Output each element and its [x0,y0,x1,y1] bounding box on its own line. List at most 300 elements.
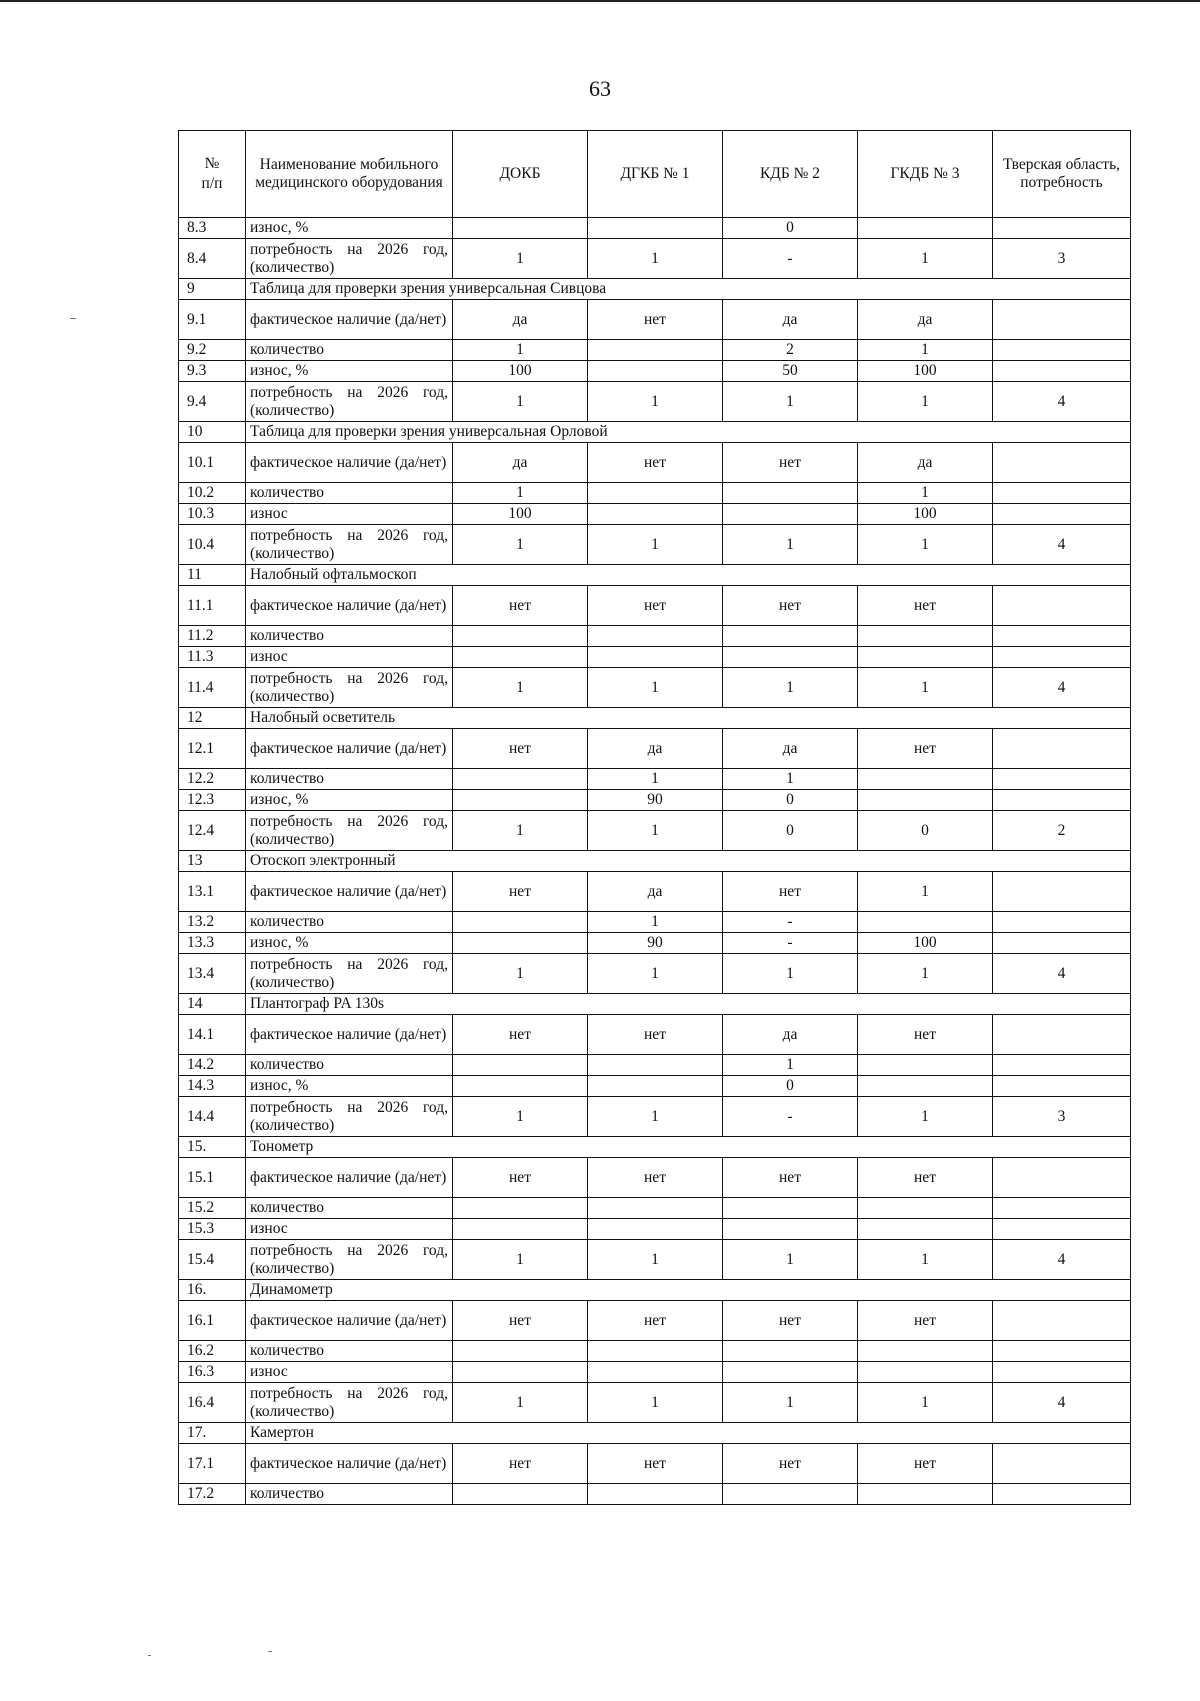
table-row [179,1383,1131,1423]
value-kdb-2: 1 [723,382,858,422]
table-section-row [179,565,1131,586]
value-dokb [453,1484,588,1505]
value-tver-region-need: 4 [993,954,1131,994]
value-dgkb-1 [588,218,723,239]
value-dgkb-1: 1 [588,954,723,994]
parameter-label: потребность на 2026 год, (количество) [246,239,453,279]
value-gkdb-3: 1 [858,525,993,565]
parameter-label: потребность на 2026 год, (количество) [246,668,453,708]
table-section-row [179,279,1131,300]
row-number: 15.1 [179,1158,246,1198]
parameter-label: фактическое наличие (да/нет) [246,1301,453,1341]
value-kdb-2: нет [723,1301,858,1341]
value-tver-region-need: 4 [993,382,1131,422]
table-row [179,1158,1131,1198]
parameter-label: износ, % [246,1076,453,1097]
value-gkdb-3: 1 [858,1097,993,1137]
section-title: Таблица для проверки зрения универсальная Орловой [246,422,1131,443]
value-dgkb-1: нет [588,443,723,483]
value-dokb [453,218,588,239]
value-kdb-2: 0 [723,790,858,811]
row-number: 9.1 [179,300,246,340]
section-title: Плантограф PA 130s [246,994,1131,1015]
value-dgkb-1: 1 [588,525,723,565]
value-dokb: 100 [453,361,588,382]
table-row [179,790,1131,811]
value-kdb-2 [723,1198,858,1219]
value-gkdb-3: 1 [858,872,993,912]
header-number-text: № п/п [201,154,223,192]
parameter-label: износ, % [246,361,453,382]
value-dokb: 1 [453,668,588,708]
value-kdb-2 [723,504,858,525]
value-tver-region-need [993,1055,1131,1076]
table-header-row [179,131,1131,218]
row-number: 13 [179,851,246,872]
value-dokb [453,912,588,933]
value-dgkb-1 [588,1362,723,1383]
table-row [179,811,1131,851]
value-kdb-2 [723,1484,858,1505]
parameter-label: потребность на 2026 год, (количество) [246,1240,453,1280]
value-kdb-2: нет [723,1444,858,1484]
value-gkdb-3: да [858,443,993,483]
parameter-label: фактическое наличие (да/нет) [246,300,453,340]
row-number: 9.2 [179,340,246,361]
row-number: 12.1 [179,729,246,769]
value-kdb-2: нет [723,1158,858,1198]
table-row [179,872,1131,912]
section-title: Тонометр [246,1137,1131,1158]
table-row [179,525,1131,565]
equipment-table [178,130,1131,1505]
value-gkdb-3: 1 [858,239,993,279]
value-dgkb-1: 1 [588,382,723,422]
value-dgkb-1: 1 [588,1240,723,1280]
table-row [179,626,1131,647]
page-number: 63 [589,76,611,101]
table-row [179,769,1131,790]
table-row [179,1097,1131,1137]
value-kdb-2: 1 [723,1383,858,1423]
value-dgkb-1: нет [588,586,723,626]
table-row [179,586,1131,626]
row-number: 16.2 [179,1341,246,1362]
value-dokb: нет [453,872,588,912]
value-tver-region-need [993,340,1131,361]
row-number: 11.1 [179,586,246,626]
row-number: 12.2 [179,769,246,790]
value-tver-region-need [993,1301,1131,1341]
table-row [179,729,1131,769]
row-number: 16. [179,1280,246,1301]
row-number: 17. [179,1423,246,1444]
value-dokb: 1 [453,340,588,361]
parameter-label: фактическое наличие (да/нет) [246,1015,453,1055]
value-gkdb-3 [858,647,993,668]
value-gkdb-3: 100 [858,361,993,382]
value-kdb-2: - [723,933,858,954]
row-number: 8.4 [179,239,246,279]
value-kdb-2 [723,626,858,647]
value-dgkb-1: 1 [588,912,723,933]
table-row [179,1015,1131,1055]
value-tver-region-need [993,626,1131,647]
value-gkdb-3 [858,626,993,647]
parameter-label: потребность на 2026 год, (количество) [246,382,453,422]
value-gkdb-3: нет [858,1301,993,1341]
value-kdb-2 [723,1341,858,1362]
row-number: 13.2 [179,912,246,933]
value-dokb [453,769,588,790]
value-gkdb-3: нет [858,1158,993,1198]
value-kdb-2: да [723,729,858,769]
parameter-label: количество [246,1484,453,1505]
value-dokb: 1 [453,239,588,279]
value-dokb: 1 [453,382,588,422]
table-row [179,1076,1131,1097]
top-border-line [0,0,1200,2]
value-dokb: 1 [453,1383,588,1423]
parameter-label: количество [246,483,453,504]
value-gkdb-3 [858,1076,993,1097]
value-dgkb-1: 1 [588,239,723,279]
table-row [179,912,1131,933]
value-gkdb-3: нет [858,586,993,626]
table-row [179,1219,1131,1240]
value-dgkb-1: нет [588,1015,723,1055]
value-kdb-2: да [723,1015,858,1055]
table-row [179,954,1131,994]
value-kdb-2: да [723,300,858,340]
row-number: 15.3 [179,1219,246,1240]
header-number [179,131,246,218]
value-dgkb-1 [588,647,723,668]
value-kdb-2: 50 [723,361,858,382]
row-number: 17.1 [179,1444,246,1484]
value-dokb: нет [453,1015,588,1055]
value-tver-region-need: 3 [993,1097,1131,1137]
header-tver-region-need: Тверская область, потребность [993,131,1131,218]
row-number: 10.4 [179,525,246,565]
row-number: 9.4 [179,382,246,422]
value-kdb-2: - [723,1097,858,1137]
parameter-label: износ, % [246,790,453,811]
value-tver-region-need [993,586,1131,626]
value-tver-region-need [993,1219,1131,1240]
table-row [179,1055,1131,1076]
scan-mark [148,1655,151,1656]
value-tver-region-need [993,483,1131,504]
parameter-label: износ, % [246,218,453,239]
value-tver-region-need [993,1198,1131,1219]
value-gkdb-3 [858,218,993,239]
row-number: 10.1 [179,443,246,483]
value-tver-region-need [993,1484,1131,1505]
value-kdb-2 [723,483,858,504]
parameter-label: износ [246,647,453,668]
scan-mark [70,318,76,319]
row-number: 11 [179,565,246,586]
value-gkdb-3: 0 [858,811,993,851]
parameter-label: количество [246,912,453,933]
row-number: 13.4 [179,954,246,994]
value-dgkb-1: нет [588,300,723,340]
table-row [179,1484,1131,1505]
table-body [179,218,1131,1505]
row-number: 15. [179,1137,246,1158]
section-title: Отоскоп электронный [246,851,1131,872]
value-tver-region-need [993,912,1131,933]
table-section-row [179,851,1131,872]
row-number: 11.2 [179,626,246,647]
row-number: 14 [179,994,246,1015]
value-dgkb-1: 1 [588,1383,723,1423]
value-gkdb-3: да [858,300,993,340]
value-dokb: 1 [453,811,588,851]
table-section-row [179,1280,1131,1301]
value-gkdb-3: 1 [858,340,993,361]
value-dokb: нет [453,729,588,769]
row-number: 9 [179,279,246,300]
value-dokb [453,790,588,811]
table-row [179,239,1131,279]
value-dokb [453,1341,588,1362]
table-row [179,1240,1131,1280]
value-kdb-2: нет [723,586,858,626]
table-section-row [179,422,1131,443]
value-dgkb-1 [588,1198,723,1219]
table-section-row [179,994,1131,1015]
value-kdb-2: 0 [723,218,858,239]
value-dgkb-1 [588,1341,723,1362]
value-dgkb-1 [588,504,723,525]
value-kdb-2: 1 [723,1240,858,1280]
value-dokb: 1 [453,1240,588,1280]
value-tver-region-need [993,769,1131,790]
value-dokb: нет [453,586,588,626]
table-row [179,443,1131,483]
table-section-row [179,708,1131,729]
value-gkdb-3: нет [858,1015,993,1055]
value-kdb-2: 1 [723,525,858,565]
value-dokb [453,933,588,954]
value-dokb: 1 [453,525,588,565]
row-number: 8.3 [179,218,246,239]
value-kdb-2: 2 [723,340,858,361]
value-gkdb-3 [858,790,993,811]
value-tver-region-need: 4 [993,525,1131,565]
parameter-label: потребность на 2026 год, (количество) [246,811,453,851]
parameter-label: фактическое наличие (да/нет) [246,729,453,769]
row-number: 16.3 [179,1362,246,1383]
parameter-label: фактическое наличие (да/нет) [246,1158,453,1198]
row-number: 14.4 [179,1097,246,1137]
value-tver-region-need [993,872,1131,912]
value-dgkb-1 [588,1076,723,1097]
row-number: 14.3 [179,1076,246,1097]
value-gkdb-3: 1 [858,382,993,422]
value-gkdb-3: 1 [858,1240,993,1280]
table-row [179,483,1131,504]
value-gkdb-3 [858,1484,993,1505]
parameter-label: количество [246,626,453,647]
value-kdb-2: 1 [723,954,858,994]
value-tver-region-need [993,933,1131,954]
value-dokb [453,1076,588,1097]
value-dgkb-1 [588,1484,723,1505]
value-dokb: да [453,443,588,483]
value-dgkb-1: 90 [588,790,723,811]
row-number: 16.1 [179,1301,246,1341]
table-section-row [179,1423,1131,1444]
row-number: 12.4 [179,811,246,851]
header-equipment-name: Наименование мобильного медицинского оборудования [246,131,453,218]
section-title: Налобный офтальмоскоп [246,565,1131,586]
value-tver-region-need: 4 [993,1240,1131,1280]
table-row [179,218,1131,239]
row-number: 9.3 [179,361,246,382]
parameter-label: потребность на 2026 год, (количество) [246,1097,453,1137]
header-dokb: ДОКБ [453,131,588,218]
table-row [179,933,1131,954]
row-number: 13.3 [179,933,246,954]
parameter-label: фактическое наличие (да/нет) [246,586,453,626]
value-kdb-2: 1 [723,769,858,790]
value-gkdb-3 [858,1362,993,1383]
parameter-label: фактическое наличие (да/нет) [246,443,453,483]
parameter-label: количество [246,1341,453,1362]
value-gkdb-3: 1 [858,483,993,504]
header-gkdb-3: ГКДБ № 3 [858,131,993,218]
value-kdb-2 [723,1219,858,1240]
section-title: Налобный осветитель [246,708,1131,729]
value-tver-region-need [993,300,1131,340]
row-number: 10 [179,422,246,443]
parameter-label: количество [246,1055,453,1076]
value-dgkb-1: нет [588,1158,723,1198]
value-tver-region-need [993,504,1131,525]
value-tver-region-need [993,1015,1131,1055]
value-gkdb-3: 1 [858,668,993,708]
table-row [179,1444,1131,1484]
value-gkdb-3: 100 [858,504,993,525]
value-tver-region-need [993,1444,1131,1484]
value-dokb [453,647,588,668]
row-number: 12.3 [179,790,246,811]
value-dgkb-1 [588,340,723,361]
value-dgkb-1: нет [588,1301,723,1341]
table-row [179,382,1131,422]
value-tver-region-need [993,790,1131,811]
table-row [179,1362,1131,1383]
value-dgkb-1: 90 [588,933,723,954]
value-gkdb-3 [858,769,993,790]
value-gkdb-3 [858,1055,993,1076]
value-kdb-2 [723,647,858,668]
value-kdb-2: 1 [723,668,858,708]
value-tver-region-need: 3 [993,239,1131,279]
section-title: Динамометр [246,1280,1131,1301]
value-gkdb-3: нет [858,1444,993,1484]
row-number: 10.3 [179,504,246,525]
value-tver-region-need: 4 [993,668,1131,708]
value-tver-region-need: 2 [993,811,1131,851]
value-dgkb-1: да [588,729,723,769]
parameter-label: фактическое наличие (да/нет) [246,872,453,912]
table-row [179,647,1131,668]
parameter-label: количество [246,340,453,361]
table-row [179,340,1131,361]
value-dgkb-1 [588,361,723,382]
value-tver-region-need [993,361,1131,382]
row-number: 11.3 [179,647,246,668]
value-dokb [453,1219,588,1240]
value-tver-region-need [993,1362,1131,1383]
row-number: 16.4 [179,1383,246,1423]
value-tver-region-need: 4 [993,1383,1131,1423]
parameter-label: потребность на 2026 год, (количество) [246,1383,453,1423]
row-number: 17.2 [179,1484,246,1505]
value-gkdb-3 [858,1219,993,1240]
header-kdb-2: КДБ № 2 [723,131,858,218]
value-dgkb-1: 1 [588,1097,723,1137]
value-dgkb-1: да [588,872,723,912]
value-dokb: 1 [453,954,588,994]
value-dgkb-1 [588,1055,723,1076]
value-dokb [453,1198,588,1219]
value-dgkb-1 [588,1219,723,1240]
value-dgkb-1 [588,626,723,647]
value-tver-region-need [993,218,1131,239]
value-tver-region-need [993,1158,1131,1198]
table-row [179,504,1131,525]
value-dokb [453,626,588,647]
parameter-label: износ [246,1219,453,1240]
value-kdb-2: 1 [723,1055,858,1076]
section-title: Камертон [246,1423,1131,1444]
row-number: 15.4 [179,1240,246,1280]
value-kdb-2: - [723,239,858,279]
value-gkdb-3: 100 [858,933,993,954]
value-kdb-2: 0 [723,811,858,851]
row-number: 11.4 [179,668,246,708]
value-dgkb-1: нет [588,1444,723,1484]
value-dokb: нет [453,1158,588,1198]
value-dokb [453,1055,588,1076]
value-gkdb-3 [858,1341,993,1362]
parameter-label: износ [246,504,453,525]
value-gkdb-3 [858,1198,993,1219]
parameter-label: количество [246,769,453,790]
value-dgkb-1: 1 [588,668,723,708]
scan-mark [268,1651,272,1652]
value-tver-region-need [993,647,1131,668]
value-dokb: нет [453,1301,588,1341]
value-dokb: 1 [453,483,588,504]
value-tver-region-need [993,1341,1131,1362]
row-number: 12 [179,708,246,729]
table-row [179,1301,1131,1341]
parameter-label: фактическое наличие (да/нет) [246,1444,453,1484]
value-gkdb-3: 1 [858,954,993,994]
value-kdb-2: - [723,912,858,933]
row-number: 13.1 [179,872,246,912]
table-section-row [179,1137,1131,1158]
value-tver-region-need [993,729,1131,769]
value-kdb-2: нет [723,443,858,483]
value-kdb-2 [723,1362,858,1383]
